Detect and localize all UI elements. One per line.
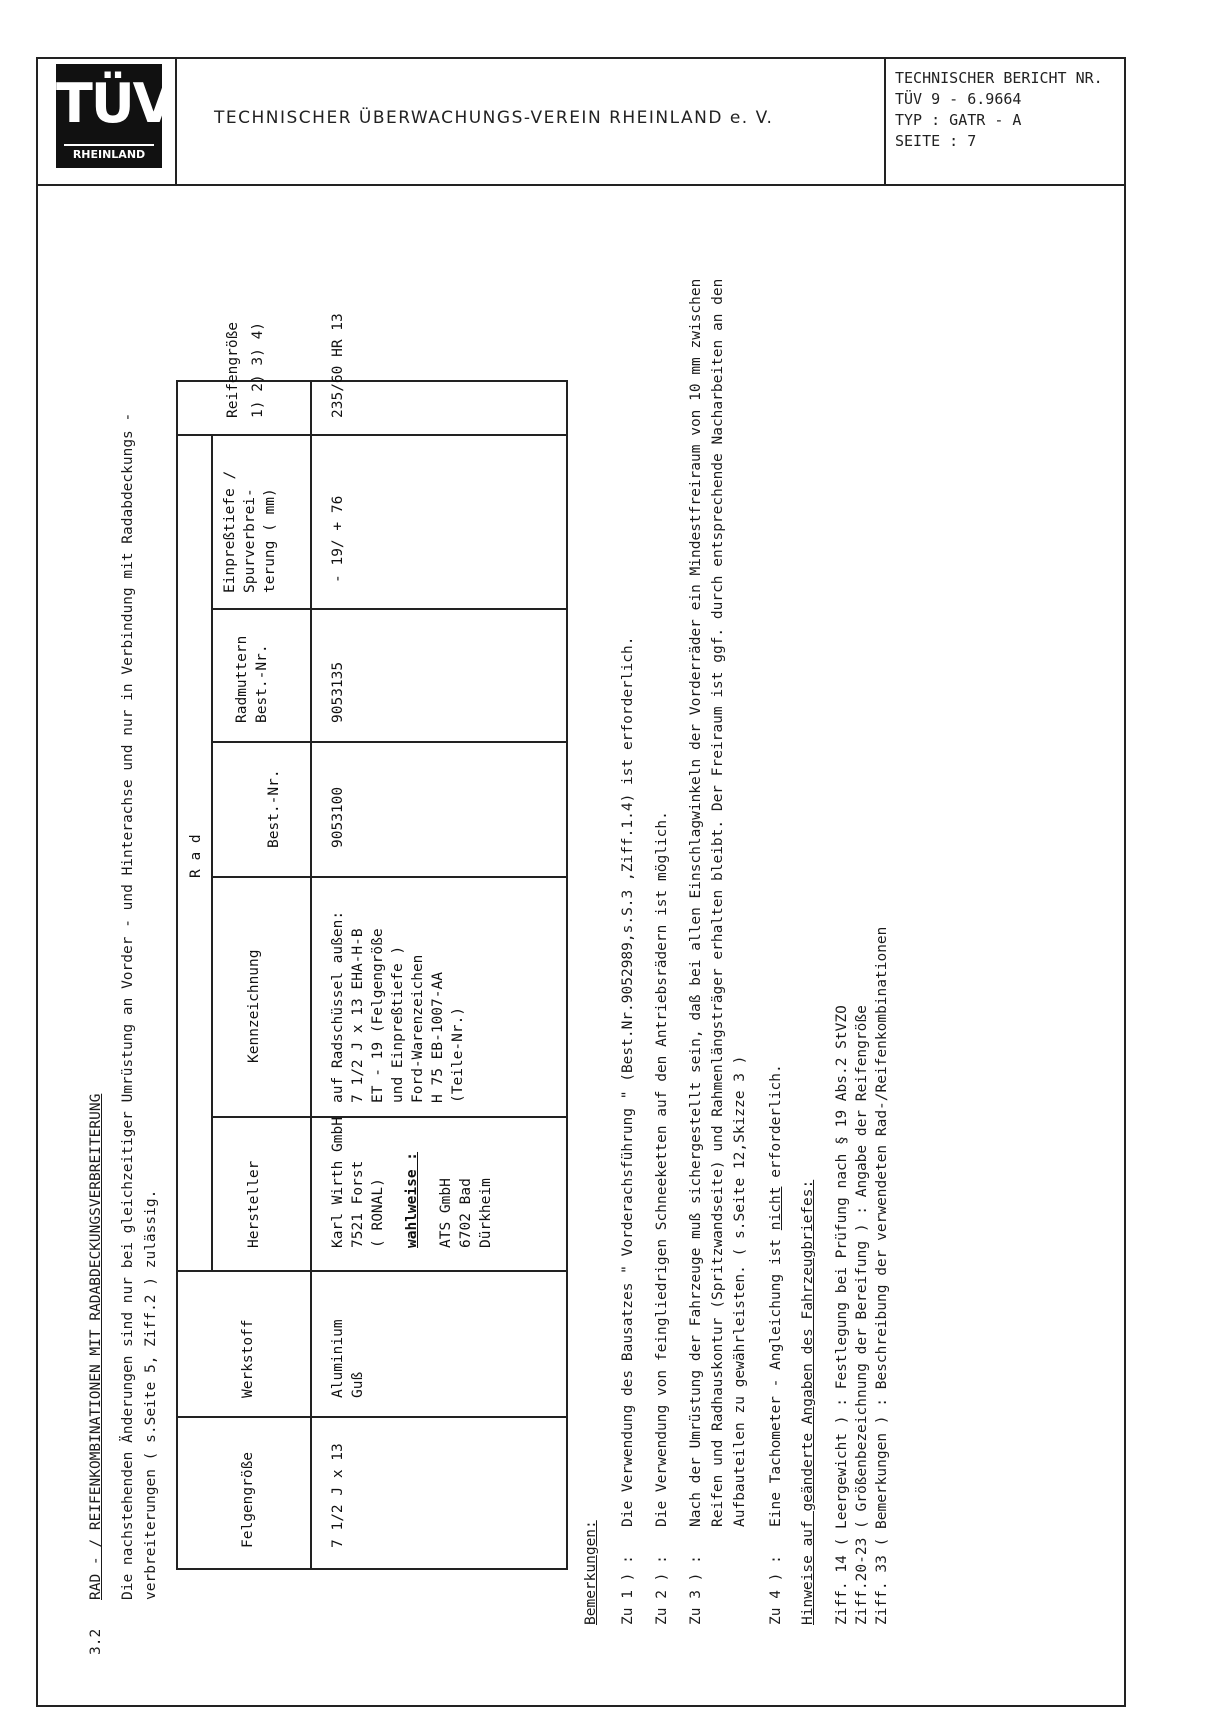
hint-line-1: Ziff. 14 ( Leergewicht ) : Festlegung bei Prüfung nach § 19 Abs.2 StVZO <box>834 1005 850 1625</box>
cell-einpresstiefe: - 19/ + 76 <box>330 495 346 583</box>
cell-hersteller-alt-3: Dürkheim <box>478 1178 494 1248</box>
cell-felgengroesse: 7 1/2 J x 13 <box>330 1443 346 1548</box>
report-number: TÜV 9 - 6.9664 <box>895 90 1022 108</box>
cell-radmuttern: 9053135 <box>330 661 346 723</box>
cell-hersteller-alt-1: ATS GmbH <box>438 1178 454 1248</box>
cell-wahlweise: wahlweise : <box>404 1151 420 1248</box>
remark-3-label: Zu 3 ) : <box>688 1555 704 1625</box>
header-divider <box>36 184 1126 186</box>
wheel-tire-table <box>176 313 568 1570</box>
header-bestnr: Best.-Nr. <box>266 769 282 848</box>
section-intro-line1: Die nachstehenden Änderungen sind nur bei gleichzeitiger Umrüstung an Vorder - und Hinterachse und nur in Verbindung mit Radabdeckungs - <box>120 412 136 1600</box>
tuv-logo <box>56 64 173 168</box>
logo-subtext: RHEINLAND <box>64 144 154 161</box>
report-info <box>895 68 1103 152</box>
remarks-heading: Bemerkungen: <box>583 1520 599 1625</box>
remark-1-text: Die Verwendung des Bausatzes " Vorderachsführung " (Best.Nr.9052989,s.S.3 ,Ziff.1.4) ist erforderlich. <box>620 636 636 1527</box>
header-radmuttern-1: Radmuttern <box>234 635 250 723</box>
remark-4-nicht: nicht <box>768 1186 784 1231</box>
remark-2-text: Die Verwendung von feingliedrigen Schneeketten auf den Antriebsrädern ist möglich. <box>654 811 670 1527</box>
cell-kennzeichnung-2: 7 1/2 J x 13 EHA-H-B <box>350 928 366 1103</box>
remark-3-line2: Reifen und Radhauskontur (Spritzwandseite) und Rahmenlängsträger erhalten bleibt. Der Freiraum ist ggf. durch entsprechende Nacharbeiten an den <box>710 278 726 1527</box>
organization-name: TECHNISCHER ÜBERWACHUNGS-VEREIN RHEINLAND e. V. <box>214 108 774 128</box>
report-page: SEITE : 7 <box>895 132 977 150</box>
header-reifengroesse-1: Reifengröße <box>225 321 241 418</box>
cell-werkstoff-2: Guß <box>350 1371 366 1398</box>
header-hersteller: Hersteller <box>246 1160 262 1248</box>
section-number: 3.2 <box>88 1628 104 1655</box>
header-kennzeichnung: Kennzeichnung <box>246 949 262 1063</box>
cell-kennzeichnung-3: ET - 19 (Felgengröße <box>370 928 386 1103</box>
cell-kennzeichnung-4: und Einpreßtiefe ) <box>390 945 406 1103</box>
header-rad: R a d <box>188 834 204 878</box>
report-type: TYP : GATR - A <box>895 111 1022 129</box>
header-einpresstiefe-2: Spurverbrei- <box>242 488 258 593</box>
section-title: RAD - / REIFENKOMBINATIONEN MIT RADABDECKUNGSVERBREITERUNG <box>88 1093 104 1600</box>
cell-reifengroesse: 235/60 HR 13 <box>330 313 346 418</box>
cell-hersteller-alt-2: 6702 Bad <box>458 1178 474 1248</box>
header-einpresstiefe-3: terung ( mm) <box>262 488 278 593</box>
header-einpresstiefe-1: Einpreßtiefe / <box>222 470 238 593</box>
hint-line-3: Ziff. 33 ( Bemerkungen ) : Beschreibung der verwendeten Rad-/Reifenkombinationen <box>874 926 890 1625</box>
report-label: TECHNISCHER BERICHT NR. <box>895 69 1103 87</box>
cell-hersteller-2: 7521 Forst <box>350 1160 366 1248</box>
remark-4-pre: Eine Tachometer - Angleichung ist <box>768 1230 784 1527</box>
cell-kennzeichnung-1: auf Radschüssel außen: <box>330 910 346 1103</box>
logo-divider <box>175 57 177 184</box>
remark-3-line3: Aufbauteilen zu gewährleisten. ( s.Seite 12,Skizze 3 ) <box>732 1055 748 1527</box>
cell-kennzeichnung-6: H 75 EB-1007-AA <box>430 972 446 1103</box>
remark-3-line1: Nach der Umrüstung der Fahrzeuge muß sichergestellt sein, daß bei allen Einschlagwinkeln der Vorderräder ein Mindestfreiraum von 10 mm zwischen <box>688 278 704 1527</box>
cell-kennzeichnung-5: Ford-Warenzeichen <box>410 954 426 1103</box>
cell-werkstoff-1: Aluminium <box>330 1319 346 1398</box>
hint-line-2: Ziff.20-23 ( Größenbezeichnung der Bereifung ) : Angabe der Reifengröße <box>854 1005 870 1625</box>
remark-4-text <box>768 1064 784 1527</box>
logo-text: TÜV <box>56 72 173 135</box>
section-intro-line2: verbreiterungen ( s.Seite 5, Ziff.2 ) zulässig. <box>143 1189 159 1600</box>
hints-heading: Hinweise auf geänderte Angaben des Fahrzeugbriefes: <box>800 1179 816 1625</box>
cell-hersteller-1: Karl Wirth GmbH <box>330 1117 346 1248</box>
rotated-content <box>88 210 958 1655</box>
remark-4-post: erforderlich. <box>768 1064 784 1187</box>
remark-4-label: Zu 4 ) : <box>768 1555 784 1625</box>
header-reifengroesse-2: 1) 2) 3) 4) <box>250 321 266 418</box>
remark-2-label: Zu 2 ) : <box>654 1555 670 1625</box>
header-werkstoff: Werkstoff <box>240 1319 256 1398</box>
cell-kennzeichnung-7: (Teile-Nr.) <box>450 1006 466 1103</box>
report-divider <box>884 57 886 184</box>
cell-bestnr: 9053100 <box>330 786 346 848</box>
header-felgengroesse: Felgengröße <box>240 1451 256 1548</box>
cell-hersteller-3: ( RONAL) <box>370 1178 386 1248</box>
header-radmuttern-2: Best.-Nr. <box>254 644 270 723</box>
remark-1-label: Zu 1 ) : <box>620 1555 636 1625</box>
